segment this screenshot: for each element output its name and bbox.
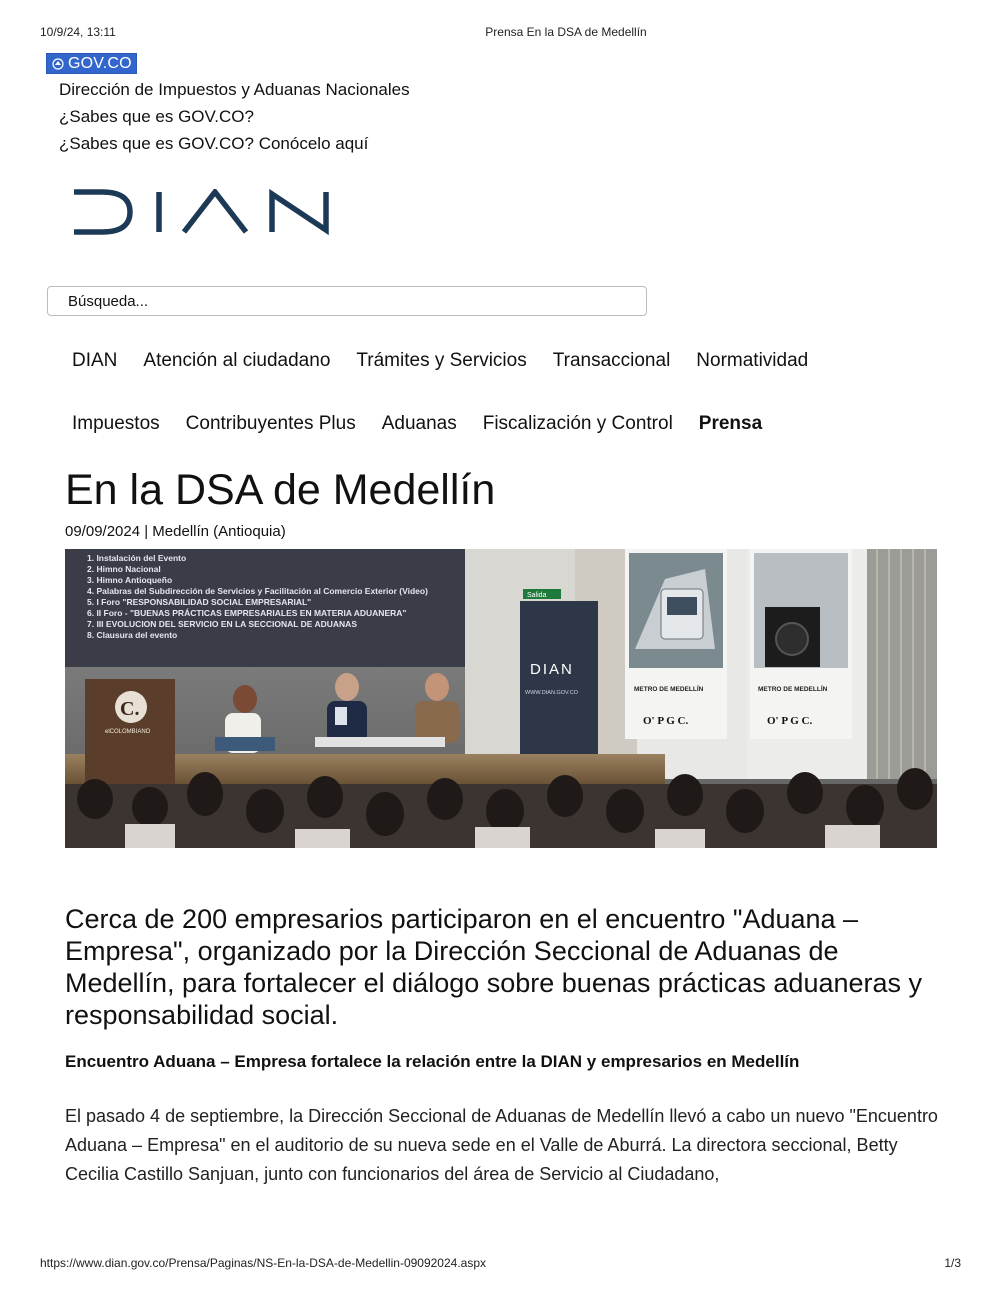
nav-item-aduanas[interactable]: Aduanas — [381, 413, 457, 434]
metro-sponsors: O' P G C. — [767, 715, 813, 727]
dian-logo[interactable] — [72, 189, 332, 235]
print-datetime: 10/9/24, 13:11 — [40, 25, 116, 39]
nav-item-atencion-ciudadano[interactable]: Atención al ciudadano — [143, 350, 331, 371]
article-body-paragraph: El pasado 4 de septiembre, la Dirección Seccional de Aduanas de Medellín llevó a cabo un nuevo "Encuentro Aduana – Empresa" en el auditorio de su nueva sede en el Valle de Aburrá. La directora seccional, Betty Cecilia Castillo Sanjuan, junto con funcionarios del área de Servicio al Ciudadano, — [65, 1106, 938, 1184]
podium-logo: C. — [120, 698, 140, 720]
govco-badge[interactable] — [46, 53, 137, 74]
agenda-item: 3. Himno Antioqueño — [87, 575, 173, 585]
podium-label: elCOLOMBIANO — [105, 729, 151, 735]
print-document-title: Prensa En la DSA de Medellín — [485, 25, 647, 39]
agenda-item: 4. Palabras del Subdirección de Servicios y Facilitación al Comercio Exterior (Video) — [87, 586, 428, 596]
nav-item-normatividad[interactable]: Normatividad — [696, 350, 809, 371]
nav-item-dian[interactable]: DIAN — [72, 350, 118, 371]
colombia-crest-icon — [51, 57, 65, 71]
dian-banner — [520, 601, 598, 761]
article-lead: Cerca de 200 empresarios participaron en el encuentro "Aduana – Empresa", organizado por la Dirección Seccional de Aduanas de Medellín, para fortalecer el diálogo sobre buenas prácticas aduaneras y responsabilidad social. — [65, 904, 923, 1030]
banner-logo: DIAN — [530, 661, 574, 678]
govco-label: GOV.CO — [68, 54, 132, 72]
agenda-item: 7. III EVOLUCION DEL SERVICIO EN LA SECCIONAL DE ADUANAS — [87, 619, 357, 629]
agenda-item: 6. II Foro - "BUENAS PRÁCTICAS EMPRESARIALES EN MATERIA ADUANERA" — [87, 608, 407, 618]
article-date-location: 09/09/2024 | Medellín (Antioquia) — [65, 523, 286, 540]
nav-item-impuestos[interactable]: Impuestos — [72, 413, 160, 434]
govco-question: ¿Sabes que es GOV.CO? — [59, 107, 254, 126]
search-box[interactable] — [47, 286, 647, 316]
exit-sign: Salida — [527, 592, 547, 599]
govco-info-link[interactable]: ¿Sabes que es GOV.CO? Conócelo aquí — [59, 134, 369, 153]
article-hero-photo — [65, 549, 937, 848]
nav-item-tramites-servicios[interactable]: Trámites y Servicios — [356, 350, 527, 371]
article-subheading: Encuentro Aduana – Empresa fortalece la relación entre la DIAN y empresarios en Medellín — [65, 1052, 800, 1071]
metro-label: METRO DE MEDELLÍN — [758, 686, 828, 693]
agenda-item: 8. Clausura del evento — [87, 630, 178, 640]
main-nav-row-1 — [72, 350, 808, 372]
page-title: En la DSA de Medellín — [65, 466, 496, 514]
main-nav-row-2 — [72, 413, 762, 435]
nav-item-transaccional[interactable]: Transaccional — [552, 350, 671, 371]
print-page-url: https://www.dian.gov.co/Prensa/Paginas/NS-En-la-DSA-de-Medellin-09092024.aspx — [40, 1256, 487, 1270]
agenda-item: 1. Instalación del Evento — [87, 553, 187, 563]
search-input[interactable] — [48, 287, 588, 315]
nav-item-prensa[interactable]: Prensa — [698, 413, 763, 434]
agenda-item: 5. I Foro "RESPONSABILIDAD SOCIAL EMPRESARIAL" — [87, 597, 312, 607]
entity-name: Dirección de Impuestos y Aduanas Nacionales — [59, 80, 410, 99]
metro-label: METRO DE MEDELLÍN — [634, 686, 704, 693]
banner-url: WWW.DIAN.GOV.CO — [525, 690, 578, 696]
agenda-item: 2. Himno Nacional — [87, 564, 161, 574]
nav-item-fiscalizacion-control[interactable]: Fiscalización y Control — [482, 413, 673, 434]
nav-item-contribuyentes-plus[interactable]: Contribuyentes Plus — [185, 413, 356, 434]
print-page-number: 1/3 — [944, 1256, 961, 1270]
metro-sponsors: O' P G C. — [643, 715, 689, 727]
